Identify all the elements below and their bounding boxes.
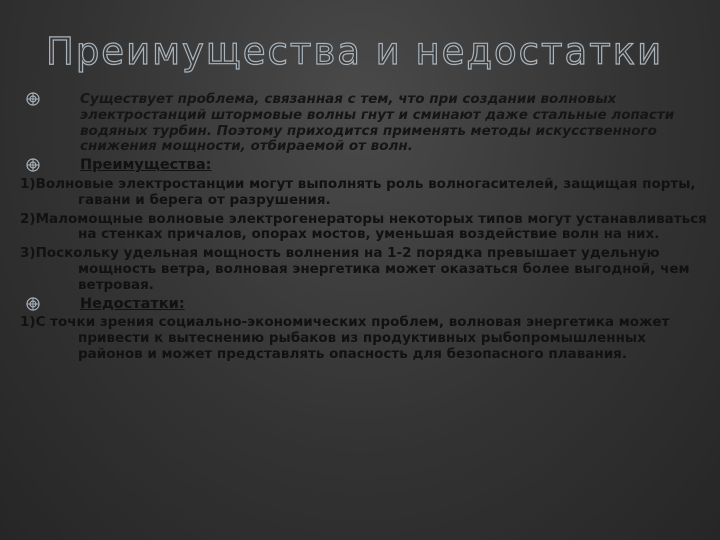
advantages-heading: Преимущества: [80, 157, 212, 174]
radial-bullet-icon [26, 92, 40, 106]
advantage-item-1: 1)Волновые электростанции могут выполнять роль волногасителей, защищая порты, гавани и берега от разрушения. [20, 175, 696, 208]
radial-bullet-icon [26, 297, 40, 311]
disadvantages-heading-row [20, 297, 708, 313]
slide-body [20, 92, 708, 366]
advantages-heading-row [20, 158, 708, 174]
disadvantage-item-1: 1)С точки зрения социально-экономических проблем, волновая энергетика может привести к вытеснению рыбаков из продуктивных рыбопромышленных районов и может представлять опасность для безопасного плавания. [20, 314, 670, 362]
radial-bullet-icon [26, 158, 40, 172]
disadvantages-heading: Недостатки: [80, 295, 185, 312]
advantage-item-2: 2)Маломощные волновые электрогенераторы некоторых типов могут устанавливаться на стенках причалов, опорах мостов, уменьшая воздействие волн на них. [20, 210, 707, 243]
intro-text: Существует проблема, связанная с тем, что при создании волновых электростанций штормовые волны гнут и сминают даже стальные лопасти водяных турбин. Поэтому приходится применять методы искусственного снижения мощности, отбираемой от волн. [80, 91, 675, 155]
intro-paragraph [20, 92, 708, 155]
slide-title: Преимущества и недостатки [46, 30, 664, 73]
advantage-item-3: 3)Поскольку удельная мощность волнения на 1-2 порядка превышает удельную мощность ветра, волновая энергетика может оказаться более выгодной, чем ветровая. [20, 245, 690, 293]
